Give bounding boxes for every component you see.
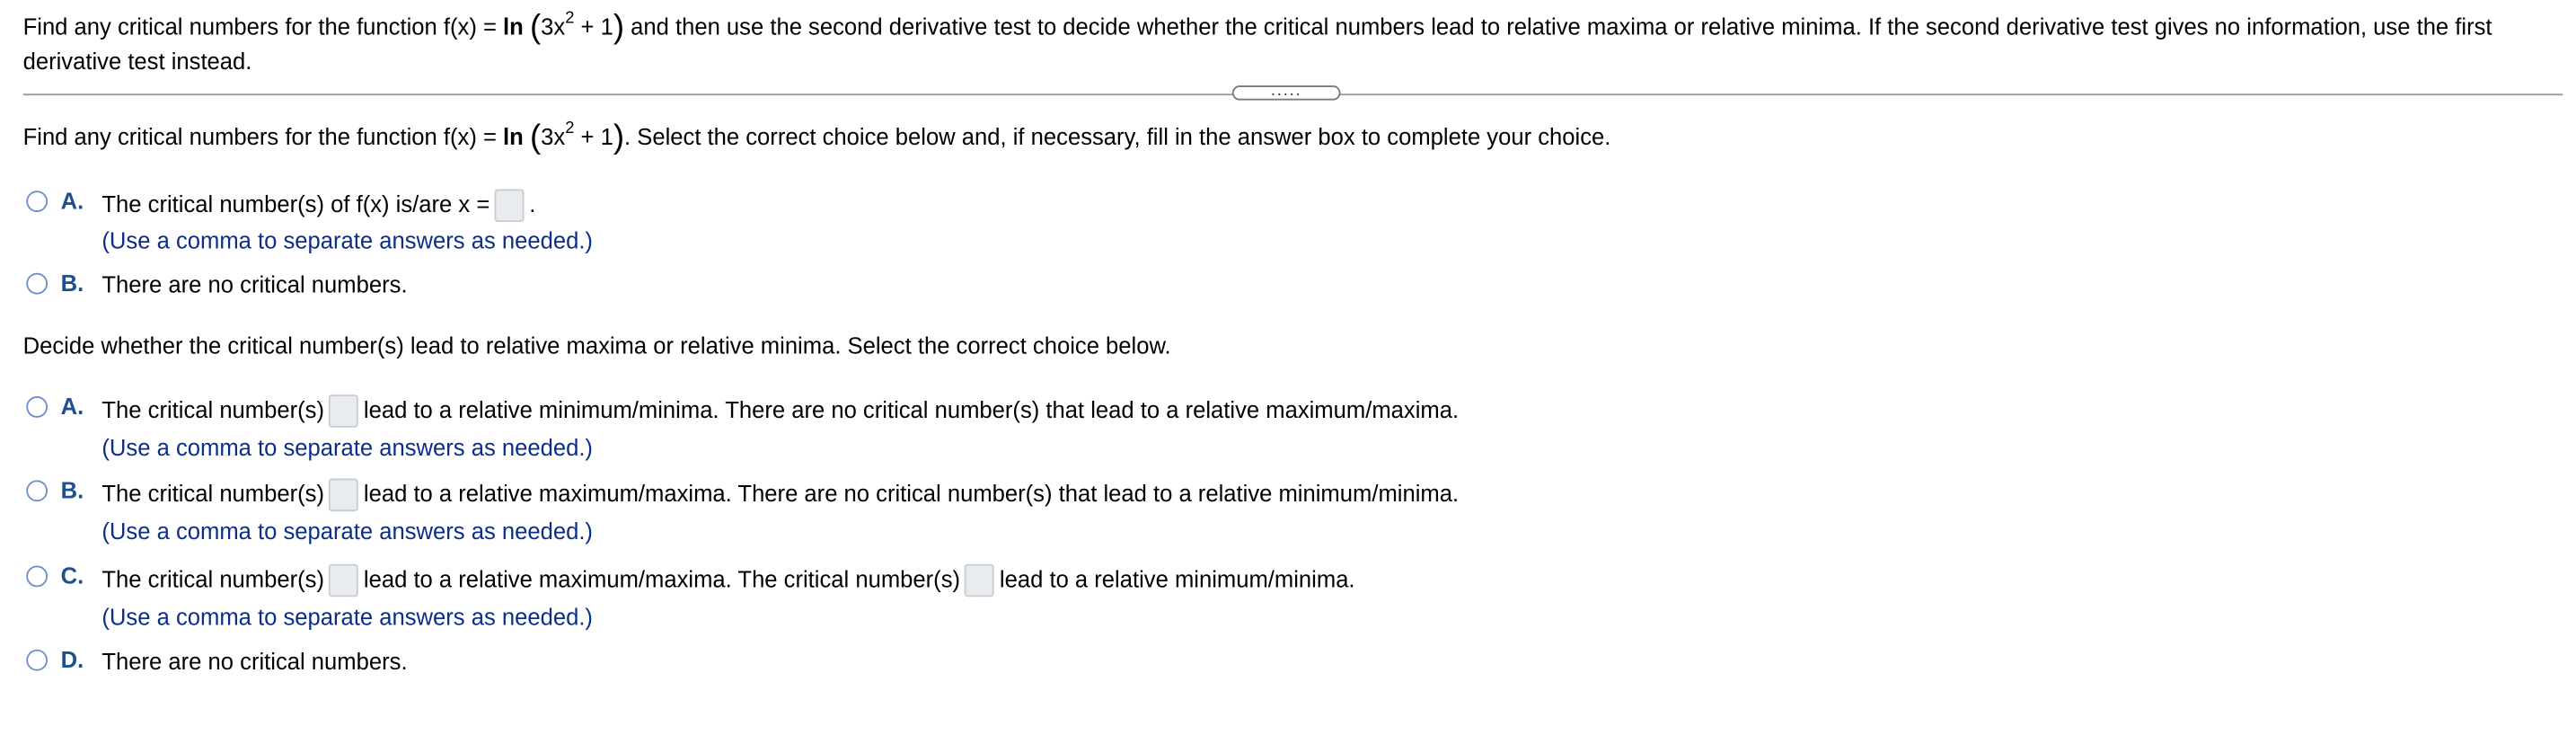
part2-option-d-radio[interactable] <box>26 650 48 671</box>
part2-c-answer-box-max[interactable] <box>330 564 359 598</box>
part1-option-b-radio[interactable] <box>26 273 48 295</box>
expand-separator-button[interactable]: ..... <box>1232 85 1341 100</box>
part1-option-a-letter: A. <box>60 187 84 214</box>
header-fn-exponent: 2 <box>565 9 575 29</box>
part2-option-c-hint: (Use a comma to separate answers as needed.) <box>101 603 593 630</box>
part2-option-a-letter: A. <box>60 393 84 420</box>
part1-fn-inner-b: + 1 <box>574 123 613 150</box>
part1-fn-exponent: 2 <box>565 120 575 138</box>
part2-option-c-radio[interactable] <box>26 566 48 588</box>
part1-option-a-period: . <box>529 190 536 217</box>
part1-option-a-label: The critical number(s) of f(x) is/are x = <box>101 190 490 217</box>
part1-option-a-hint: (Use a comma to separate answers as needed.) <box>101 226 593 253</box>
part2-a-answer-box[interactable] <box>330 395 359 429</box>
part1-fn-ln: ln <box>503 123 524 150</box>
part2-option-d-text: There are no critical numbers. <box>101 648 408 675</box>
part2-option-b-radio[interactable] <box>26 480 48 501</box>
header-text-post: and then use the second derivative test to decide whether the critical numbers lead to relative maxima or relative minima. If the second derivative test gives no information, use the first derivative test instead. <box>22 13 2492 75</box>
part2-option-c-label-mid: lead to a relative maximum/maxima. The critical number(s) <box>363 565 961 592</box>
header-text-pre: Find any critical numbers for the function f(x) = <box>22 13 504 40</box>
part2-option-b-hint: (Use a comma to separate answers as needed.) <box>101 518 593 545</box>
part2-b-answer-box[interactable] <box>330 479 359 512</box>
part2-c-answer-box-min[interactable] <box>966 564 995 598</box>
part1-option-a-text <box>101 189 535 222</box>
part2-option-c-label-post: lead to a relative minimum/minima. <box>999 565 1355 592</box>
part1-prompt-pre: Find any critical numbers for the function f(x) = <box>22 123 504 150</box>
header-fn-inner-b: + 1 <box>574 13 613 40</box>
part2-option-a-radio[interactable] <box>26 396 48 418</box>
part2-prompt: Decide whether the critical number(s) lead to relative maxima or relative minima. Select the correct choice below. <box>22 332 1171 359</box>
part2-option-c-letter: C. <box>60 562 84 589</box>
part1-prompt: Find any critical numbers for the function $f(x) = \ln (3x^2 + 1)$. Select the correct choice below and, if necessary, fill in the answer box to complete your choice. <box>22 120 1611 156</box>
part2-option-a-label: The critical number(s) <box>101 396 325 423</box>
part1-fn-inner: 3x <box>541 123 566 150</box>
part1-option-b-letter: B. <box>60 270 84 297</box>
header-fn-inner: 3x <box>541 13 566 40</box>
part2-option-a-text <box>101 394 1459 428</box>
part2-option-c-label: The critical number(s) <box>101 565 325 592</box>
part2-option-b-label-post: lead to a relative maximum/maxima. There are no critical number(s) that lead to a relative minimum/minima. <box>363 480 1460 507</box>
part2-option-b-letter: B. <box>60 476 84 503</box>
header-fn-ln: ln <box>503 13 524 40</box>
part1-answer-box[interactable] <box>495 190 525 223</box>
part1-option-a-radio[interactable] <box>26 190 48 212</box>
part2-option-d-letter: D. <box>60 646 84 673</box>
question-header: Find any critical numbers for the function $f(x) = \ln (3x^2 + 1)$ and then use the second derivative test to decide whether the critical numbers lead to relative maxima or relative minima. If the second derivative test gives no information, use the first derivative test instead. <box>22 9 2492 75</box>
part2-option-b-label: The critical number(s) <box>101 480 325 507</box>
part2-option-a-label-post: lead to a relative minimum/minima. There are no critical number(s) that lead to a relative maximum/maxima. <box>363 396 1460 423</box>
part2-option-b-text <box>101 479 1459 512</box>
part2-option-c-text <box>101 564 1354 598</box>
part1-prompt-post: . Select the correct choice below and, if necessary, fill in the answer box to complete your choice. <box>624 123 1611 150</box>
part1-option-b-text: There are no critical numbers. <box>101 270 408 298</box>
part2-option-a-hint: (Use a comma to separate answers as needed.) <box>101 434 593 461</box>
